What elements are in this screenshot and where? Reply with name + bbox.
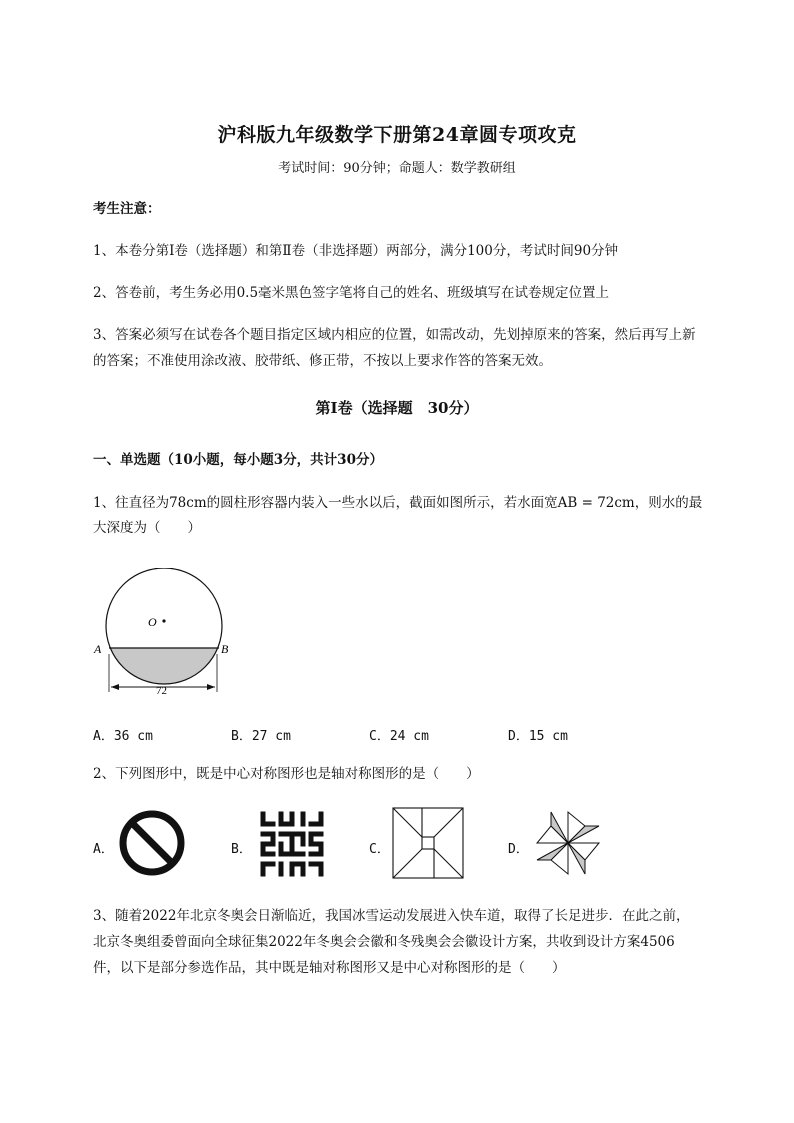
q2-option-a-label: A． [93,842,114,857]
q2-option-d-label: D． [508,842,529,857]
q1-option-c: C．24 cm [369,729,429,744]
q2-option-d-pinwheel-figure [533,808,603,878]
q2-option-b-label: B． [231,842,252,857]
q3-stem-line1: 3、随着2022年北京冬奥会日渐临近，我国冰雪运动发展进入快车道，取得了长足进步．在此之前， [93,908,690,924]
exam-info: 考试时间：90分钟；命题人：数学教研组 [278,161,516,176]
q2-option-b-pattern-figure [259,810,325,878]
q1-stem-line2: 大深度为（ ） [93,520,201,536]
notice-item-1: 1、本卷分第I卷（选择题）和第Ⅱ卷（非选择题）两部分，满分100分，考试时间90分钟 [93,243,619,259]
q1-option-b: B．27 cm [231,729,291,744]
center-point [162,619,165,622]
label-a: A [94,642,102,656]
label-width: 72 [156,685,167,697]
q2-option-a-no-sign-figure [116,807,188,879]
q1-circle-figure [90,568,240,703]
q2-option-c-square-figure [392,807,464,879]
q1-option-a: A．36 cm [93,729,153,744]
notice-heading: 考生注意： [93,201,161,217]
part-heading: 一、单选题（10小题，每小题3分，共计30分） [93,452,383,468]
q2-stem: 2、下列图形中，既是中心对称图形也是轴对称图形的是（ ） [93,766,480,782]
q3-stem-line2: 北京冬奥组委曾面向全球征集2022年冬奥会会徽和冬残奥会会徽设计方案，共收到设计方案4506 [93,934,675,950]
label-b: B [221,642,229,656]
section-title: 第I卷（选择题 30分） [315,399,479,417]
notice-item-3: 3、答案必须写在试卷各个题目指定区域内相应的位置，如需改动，先划掉原来的答案，然后再写上新 [93,327,696,343]
page-title: 沪科版九年级数学下册第24章圆专项攻克 [217,124,577,146]
notice-item-2: 2、答卷前，考生务必用0.5毫米黑色签字笔将自己的姓名、班级填写在试卷规定位置上 [93,285,610,301]
notice-item-3-cont: 的答案；不准使用涂改液、胶带纸、修正带，不按以上要求作答的答案无效。 [93,353,552,369]
q3-stem-line3: 件，以下是部分参选作品，其中既是轴对称图形又是中心对称图形的是（ ） [93,960,566,976]
q2-option-c-label: C． [369,842,390,857]
q1-stem-line1: 1、往直径为78cm的圆柱形容器内装入一些水以后，截面如图所示，若水面宽AB = 72cm，则水的最 [93,495,703,511]
label-o: O [148,615,157,629]
q1-option-d: D．15 cm [508,729,568,744]
